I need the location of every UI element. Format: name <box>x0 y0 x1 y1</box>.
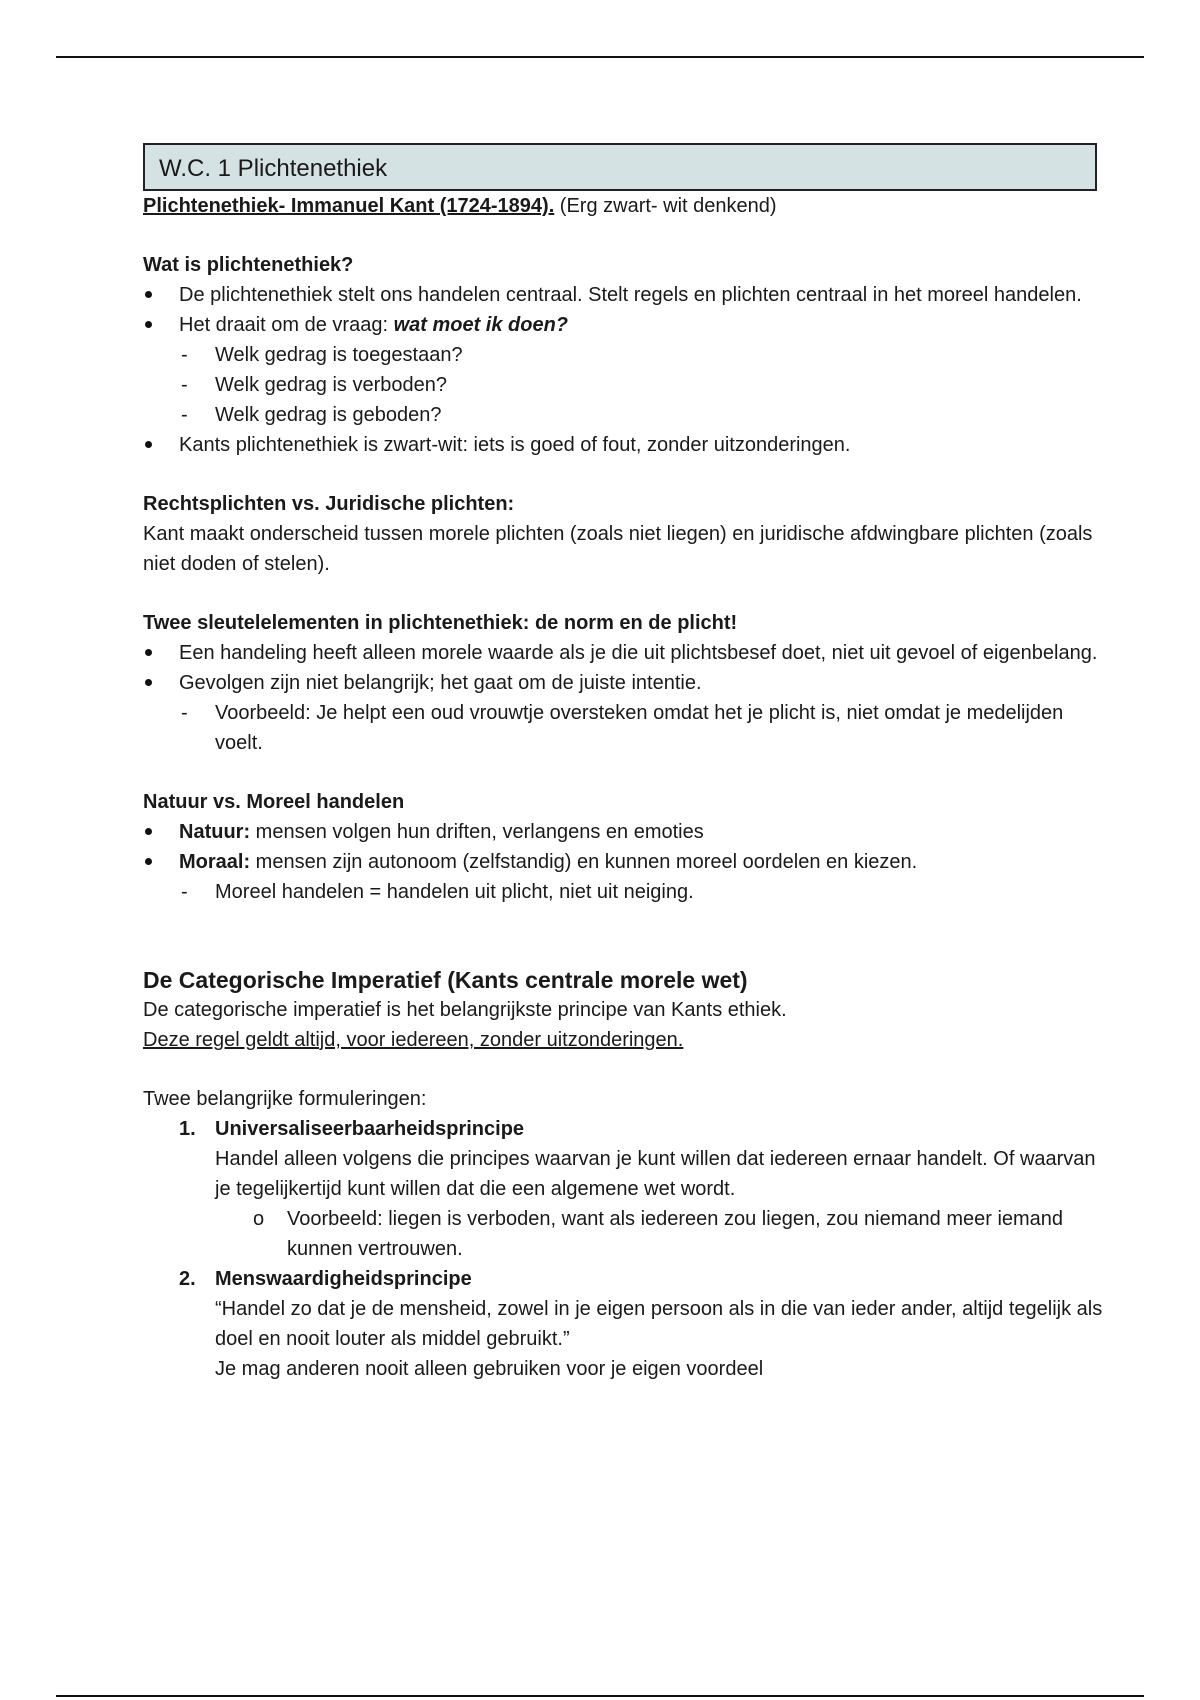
bullet-list <box>143 280 1103 460</box>
title-box <box>143 143 1097 191</box>
dash-icon: - <box>181 881 188 903</box>
list-item: - Welk gedrag is geboden? <box>179 400 1103 430</box>
dash-icon: - <box>181 374 188 396</box>
dash-list <box>179 877 1103 907</box>
section-heading-sleutelelementen: Twee sleutelelementen in plichtenethiek: de norm en de plicht! <box>143 612 738 634</box>
dash-icon: - <box>181 404 188 426</box>
page-title: W.C. 1 Plichtenethiek <box>159 155 388 182</box>
bullet-icon <box>145 679 152 686</box>
list-item: Een handeling heeft alleen morele waarde als je die uit plichtsbesef doet, niet uit gevoel of eigenbelang. <box>143 638 1103 668</box>
dash-list <box>179 340 1103 430</box>
subtitle-rest: (Erg zwart- wit denkend) <box>554 195 777 217</box>
item-number: 1. <box>179 1118 196 1140</box>
bullet-icon <box>145 441 152 448</box>
bullet-list <box>143 817 1103 907</box>
list-item: Kants plichtenethiek is zwart-wit: iets is goed of fout, zonder uitzonderingen. <box>143 430 1103 460</box>
principle-title: Menswaardigheidsprincipe <box>215 1268 472 1290</box>
paragraph: De categorische imperatief is het belangrijkste principe van Kants ethiek. <box>143 999 787 1021</box>
emphasis-question: wat moet ik doen? <box>393 314 569 336</box>
principle-title: Universaliseerbaarheidsprincipe <box>215 1118 525 1140</box>
list-item <box>179 1264 1103 1384</box>
dash-icon: - <box>181 702 188 724</box>
list-item: Het draait om de vraag: wat moet ik doen? - Welk gedrag is toegestaan? - Welk gedrag is verboden? - Welk gedrag is geboden? <box>143 310 1103 430</box>
section-heading-natuur: Natuur vs. Moreel handelen <box>143 791 405 813</box>
list-item: Moraal: mensen zijn autonoom (zelfstandig) en kunnen moreel oordelen en kiezen. - Moreel handelen = handelen uit plicht, niet uit neiging. <box>143 847 1103 907</box>
principle-text: Je mag anderen nooit alleen gebruiken voor je eigen voordeel <box>215 1358 764 1380</box>
principle-quote: “Handel zo dat je de mensheid, zowel in je eigen persoon als in die van ieder ander, altijd tegelijk als doel en nooit louter als middel gebruikt.” <box>215 1298 1103 1350</box>
item-number: 2. <box>179 1268 196 1290</box>
bottom-rule <box>56 1695 1144 1697</box>
subtitle-bold: Plichtenethiek- Immanuel Kant (1724-1894). <box>143 195 555 217</box>
bullet-icon <box>145 649 152 656</box>
circle-bullet-icon: o <box>253 1208 265 1230</box>
bullet-icon <box>145 321 152 328</box>
dash-icon: - <box>181 344 188 366</box>
list-item: - Moreel handelen = handelen uit plicht, niet uit neiging. <box>179 877 1103 907</box>
section-heading-wat-is: Wat is plichtenethiek? <box>143 254 354 276</box>
bullet-list <box>143 638 1103 758</box>
principle-text: Handel alleen volgens die principes waarvan je kunt willen dat iedereen ernaar handelt. Of waarvan je tegelijkertijd kunt willen dat die een algemene wet wordt. <box>215 1148 1096 1200</box>
numbered-list <box>143 1114 1103 1384</box>
list-item: - Welk gedrag is toegestaan? <box>179 340 1103 370</box>
dash-list <box>179 698 1103 758</box>
bullet-icon <box>145 858 152 865</box>
list-item: - Voorbeeld: Je helpt een oud vrouwtje oversteken omdat het je plicht is, niet omdat je medelijden voelt. <box>179 698 1103 758</box>
list-item: - Welk gedrag is verboden? <box>179 370 1103 400</box>
list-item: o Voorbeeld: liegen is verboden, want als iedereen zou liegen, zou niemand meer iemand kunnen vertrouwen. <box>251 1204 1103 1264</box>
paragraph: Kant maakt onderscheid tussen morele plichten (zoals niet liegen) en juridische afdwingbare plichten (zoals niet doden of stelen). <box>143 523 1093 575</box>
underlined-paragraph: Deze regel geldt altijd, voor iedereen, zonder uitzonderingen. <box>143 1029 684 1051</box>
list-item: De plichtenethiek stelt ons handelen centraal. Stelt regels en plichten centraal in het moreel handelen. <box>143 280 1103 310</box>
bullet-icon <box>145 291 152 298</box>
document-page <box>143 143 1103 1384</box>
intro-text: Twee belangrijke formuleringen: <box>143 1088 427 1110</box>
list-item: Gevolgen zijn niet belangrijk; het gaat om de juiste intentie. - Voorbeeld: Je helpt een oud vrouwtje oversteken omdat het je plicht is, niet omdat je medelijden voelt. <box>143 668 1103 758</box>
subtitle <box>143 191 1103 221</box>
section-heading-rechtsplichten: Rechtsplichten vs. Juridische plichten: <box>143 493 515 515</box>
bullet-icon <box>145 828 152 835</box>
section-heading-categorische-imperatief: De Categorische Imperatief (Kants centrale morele wet) <box>143 967 748 993</box>
list-item <box>179 1114 1103 1264</box>
list-item: Natuur: mensen volgen hun driften, verlangens en emoties <box>143 817 1103 847</box>
circle-list <box>215 1204 1103 1264</box>
top-rule <box>56 56 1144 58</box>
